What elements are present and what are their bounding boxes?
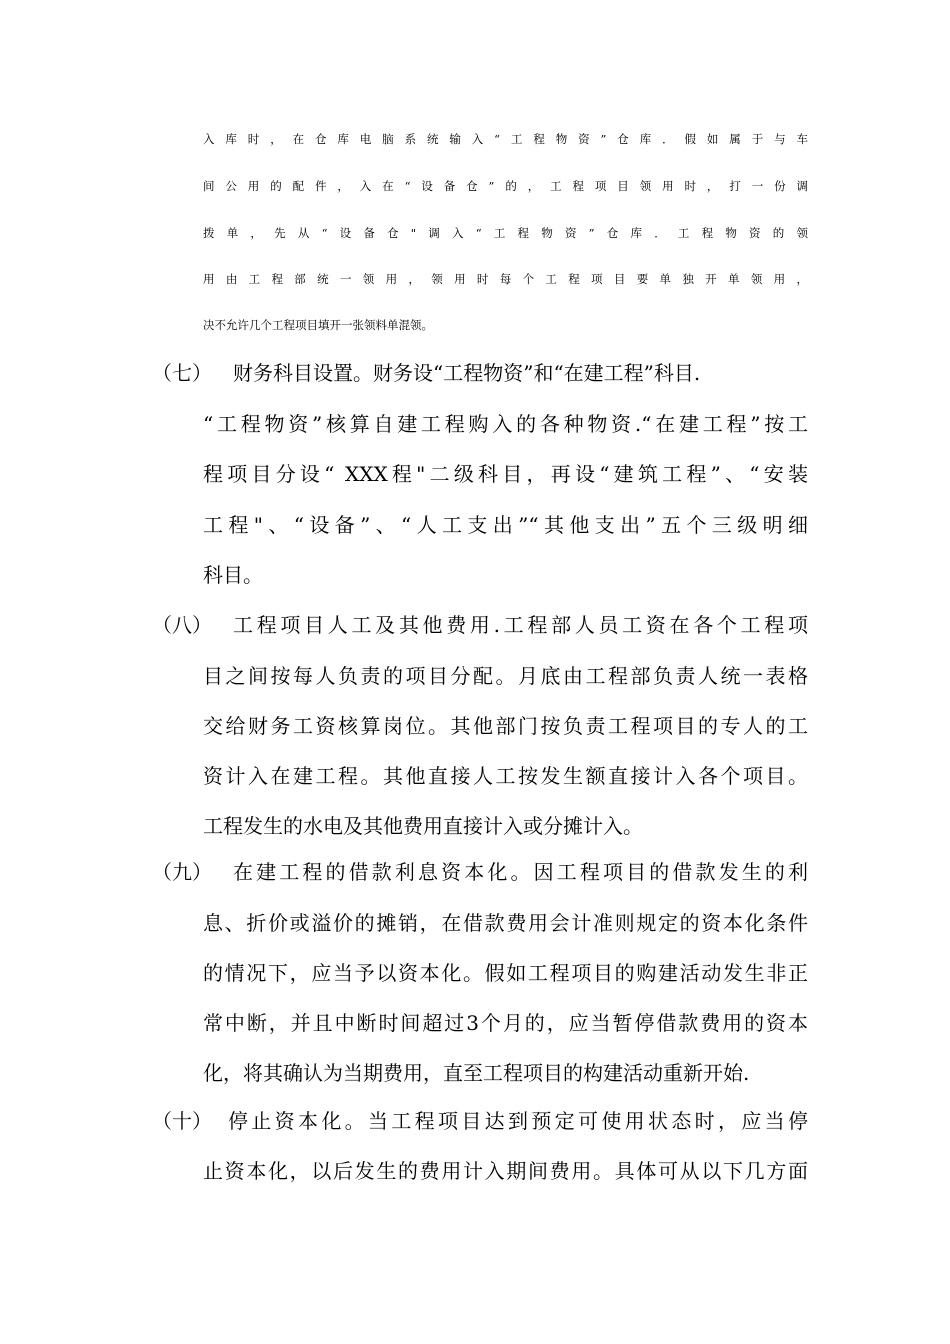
section-9-line-1: 在建工程的借款利息资本化。因工程项目的借款发生的利 bbox=[233, 860, 808, 884]
section-10-marker: （十） bbox=[152, 1109, 212, 1133]
section-7-line-2: “工程物资”核算自建工程购入的各种物资.“在建工程”按工 bbox=[203, 412, 808, 436]
notes-line-4: 用由工程部统一领用，领用时每个工程项目要单独开单领用， bbox=[203, 272, 808, 286]
section-8-line-3: 交给财务工资核算岗位。其他部门按负责工程项目的专人的工 bbox=[203, 714, 808, 738]
section-8-line-1: 工程项目人工及其他费用.工程部人员工资在各个工程项 bbox=[233, 613, 808, 637]
section-7-line-1: 财务科目设置。财务设“工程物资”和“在建工程”科目. bbox=[233, 361, 701, 385]
section-9-line-4: 常中断，并且中断时间超过3个月的，应当暂停借款费用的资本 bbox=[203, 1011, 808, 1035]
notes-line-3: 拨单，先从“设备仓"调入“工程物资”仓库．工程物资的领 bbox=[203, 226, 808, 240]
notes-line-1: 入库时，在仓库电脑系统输入“工程物资”仓库．假如属于与车 bbox=[203, 132, 808, 146]
section-9-line-5: 化，将其确认为当期费用，直至工程项目的构建活动重新开始. bbox=[203, 1061, 750, 1085]
notes-line-5: 决不允许几个工程项目填开一张领料单混领。 bbox=[203, 318, 433, 332]
section-9-line-3: 的情况下，应当予以资本化。假如工程项目的购建活动发生非正 bbox=[203, 961, 808, 985]
notes-line-2: 间公用的配件，入在“设备仓”的，工程项目领用时，打一份调 bbox=[203, 179, 808, 193]
section-8-line-2: 目之间按每人负责的项目分配。月底由工程部负责人统一表格 bbox=[203, 664, 808, 688]
section-8-marker: （八） bbox=[152, 613, 212, 637]
section-9-marker: （九） bbox=[152, 860, 212, 884]
section-9-line-2: 息、折价或溢价的摊销，在借款费用会计准则规定的资本化条件 bbox=[203, 911, 808, 935]
section-8-line-5: 工程发生的水电及其他费用直接计入或分摊计入。 bbox=[203, 814, 643, 838]
section-10-line-1: 停止资本化。当工程项目达到预定可使用状态时，应当停 bbox=[228, 1109, 808, 1133]
section-7-line-3: 程项目分设“ XXX程"二级科目，再设“建筑工程”、“安装 bbox=[203, 462, 808, 486]
section-7-line-5: 科目。 bbox=[203, 563, 263, 587]
section-8-line-4: 资计入在建工程。其他直接人工按发生额直接计入各个项目。 bbox=[203, 764, 808, 788]
section-10-line-2: 止资本化，以后发生的费用计入期间费用。具体可从以下几方面 bbox=[203, 1159, 808, 1183]
section-7-line-4: 工程"、“设备”、“人工支出”“其他支出”五个三级明细 bbox=[203, 513, 808, 537]
section-7-marker: （七） bbox=[152, 361, 212, 385]
